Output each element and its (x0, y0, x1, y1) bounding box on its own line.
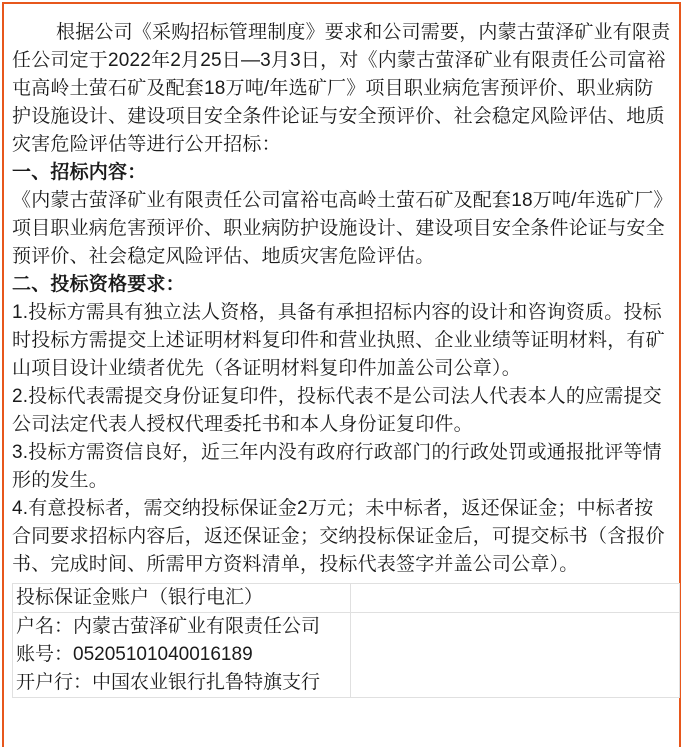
intro-paragraph: 根据公司《采购招标管理制度》要求和公司需要，内蒙古萤泽矿业有限责任公司定于2022年2月25日—3月3日，对《内蒙古萤泽矿业有限责任公司富裕屯高岭土萤石矿及配套18万吨/年选矿厂》项目职业病危害预评价、职业病防护设施设计、建设项目安全条件论证与安全预评价、社会稳定风险评估、地质灾害危险评估等进行公开招标： (12, 22, 671, 155)
account-number-line: 账号：05205101040016189 (16, 644, 253, 665)
table-row (13, 613, 680, 698)
deposit-account-table (12, 583, 680, 698)
account-details-cell (13, 613, 351, 698)
deposit-account-label-cell: 投标保证金账户（银行电汇） (13, 584, 351, 613)
deposit-account-value-cell (351, 584, 680, 613)
account-details-value-cell (351, 613, 680, 698)
table-row (13, 584, 680, 613)
section-2-heading: 二、投标资格要求： (12, 274, 185, 295)
account-holder-line: 户名：内蒙古萤泽矿业有限责任公司 (16, 616, 321, 637)
qualification-item-3: 3.投标方需资信良好，近三年内没有政府行政部门的行政处罚或通报批评等情形的发生。 (12, 442, 662, 491)
bank-branch-line: 开户行：中国农业银行扎鲁特旗支行 (16, 672, 321, 693)
section-1-heading: 一、招标内容： (12, 162, 147, 183)
qualification-item-1: 1.投标方需具有独立法人资格，具备有承担招标内容的设计和咨询资质。投标时投标方需提交上述证明材料复印件和营业执照、企业业绩等证明材料，有矿山项目设计业绩者优先（各证明材料复印件加盖公司公章）。 (12, 302, 665, 379)
tender-notice-document (2, 2, 681, 747)
section-1-body: 《内蒙古萤泽矿业有限责任公司富裕屯高岭土萤石矿及配套18万吨/年选矿厂》项目职业病危害预评价、职业病防护设施设计、建设项目安全条件论证与安全预评价、社会稳定风险评估、地质灾害危险评估。 (12, 190, 665, 267)
qualification-item-4: 4.有意投标者，需交纳投标保证金2万元；未中标者，返还保证金；中标者按合同要求招标内容后，返还保证金；交纳投标保证金后，可提交标书（含报价书、完成时间、所需甲方资料清单，投标代表签字并盖公司公章）。 (12, 498, 665, 575)
qualification-item-2: 2.投标代表需提交身份证复印件，投标代表不是公司法人代表本人的应需提交公司法定代表人授权代理委托书和本人身份证复印件。 (12, 386, 662, 435)
